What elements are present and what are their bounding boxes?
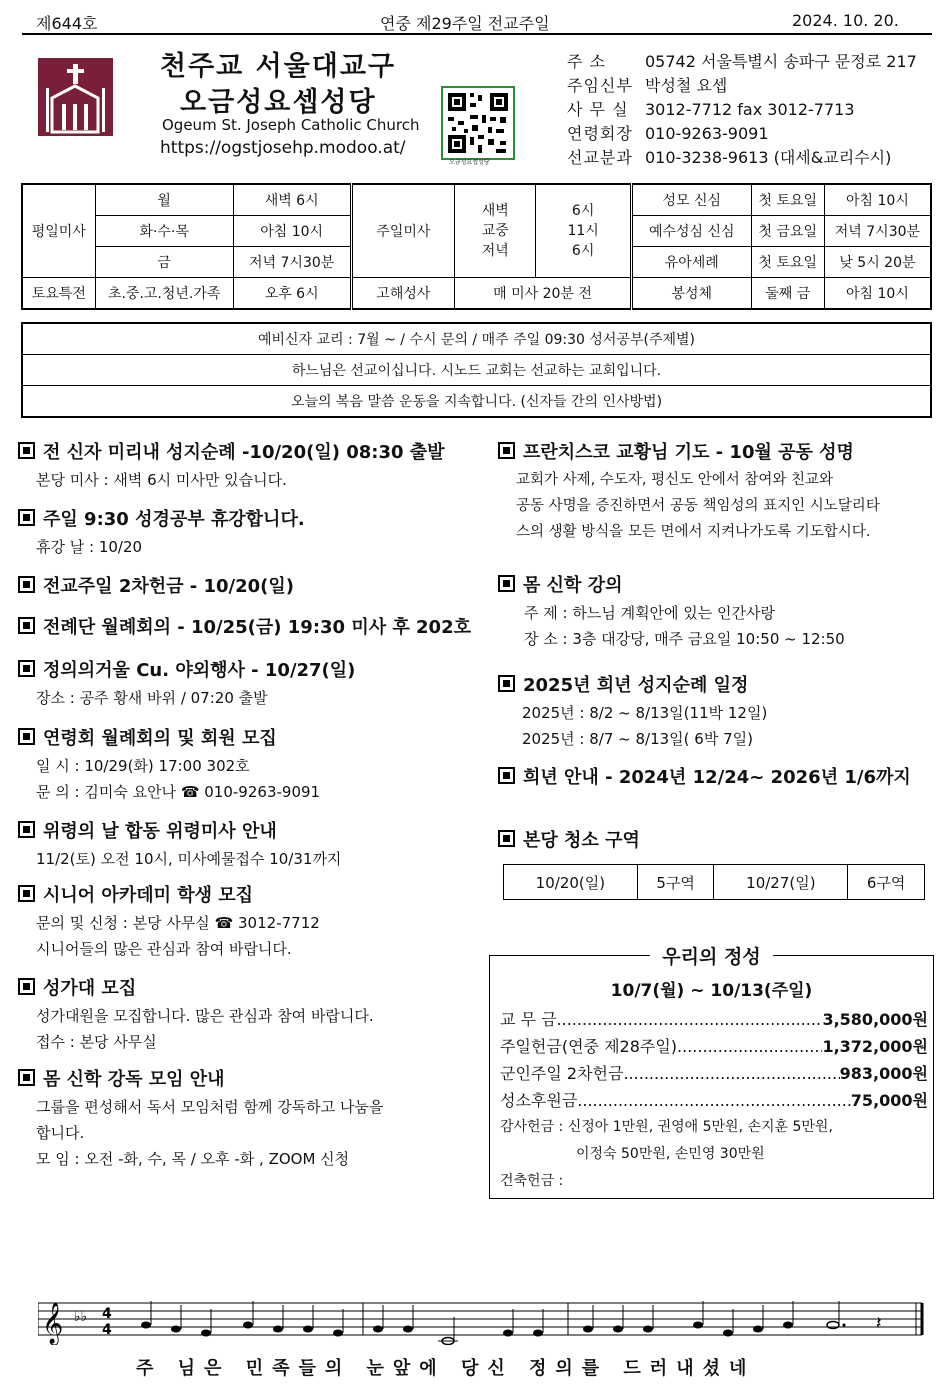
news-line: 그룹을 편성해서 독서 모임처럼 함께 강독하고 나눔을	[36, 1098, 384, 1116]
confession-label: 고해성사	[351, 278, 455, 310]
news-line: 문 의 : 김미숙 요안나 ☎ 010-9263-9091	[36, 783, 321, 801]
offering-amount: 983,000원	[839, 1064, 928, 1083]
bulletin-title: 연중 제29주일 전교주일	[380, 14, 550, 33]
news-line: 본당 미사 : 새벽 6시 미사만 있습니다.	[36, 471, 287, 489]
offering-amount: 1,372,000원	[822, 1037, 928, 1056]
square-bullet-icon	[498, 675, 515, 692]
svg-text:4: 4	[102, 1322, 112, 1338]
news-item	[498, 827, 938, 855]
sunday-mass-label: 주일미사	[351, 184, 455, 278]
building-row	[500, 1168, 928, 1195]
news-item	[18, 1066, 478, 1172]
thanks-line: 신정아 1만원, 권영애 5만원, 손지훈 5만원,	[567, 1119, 833, 1135]
sunday-mass-name: 새벽	[481, 203, 509, 219]
svg-text:4: 4	[102, 1306, 112, 1322]
news-line: 장소 : 공주 황새 바위 / 07:20 출발	[36, 689, 268, 707]
news-item	[498, 572, 938, 652]
offering-amount: 75,000원	[850, 1091, 928, 1110]
news-line: 장 소 : 3층 대강당, 매주 금요일 10:50 ~ 12:50	[524, 630, 845, 648]
header-rule	[22, 33, 932, 35]
news-item	[498, 439, 938, 545]
cleaning-date: 10/27(일)	[714, 865, 848, 900]
thanks-row	[500, 1141, 928, 1168]
special-name: 성모 신심	[631, 184, 751, 216]
svg-text:𝄽: 𝄽	[876, 1313, 882, 1334]
special-time: 낮 5시 20분	[824, 247, 931, 278]
info-value: 박성철 요셉	[645, 76, 728, 95]
square-bullet-icon	[18, 660, 35, 677]
notice-row: 하느님은 선교이십니다. 시노드 교회는 선교하는 교회입니다.	[22, 355, 931, 386]
square-bullet-icon	[498, 575, 515, 592]
square-bullet-icon	[18, 576, 35, 593]
special-when: 둘째 금	[751, 278, 824, 310]
church-name-line2: 오금성요셉성당	[180, 87, 377, 118]
news-item	[498, 672, 938, 752]
mass-day: 월	[95, 184, 233, 216]
qr-caption: 오금성요셉성당	[449, 159, 490, 166]
news-title: 연령회 월례회의 및 회원 모집	[43, 728, 277, 749]
offering-title-wrap	[490, 942, 933, 969]
news-line: 휴강 날 : 10/20	[36, 538, 143, 556]
news-title: 본당 청소 구역	[523, 830, 640, 851]
cleaning-table	[503, 864, 925, 900]
offering-row	[500, 1060, 928, 1087]
mass-day: 화·수·목	[95, 216, 233, 247]
saturday-mass-who: 초.중.고.청년.가족	[95, 278, 233, 310]
news-title: 몸 신학 강독 모임 안내	[43, 1069, 225, 1090]
news-item	[18, 818, 478, 872]
info-label: 연령회장	[567, 124, 633, 143]
cleaning-zone: 5구역	[637, 865, 714, 900]
info-value: 010-3238-9613 (대세&교리수시)	[645, 148, 892, 167]
offering-week: 10/7(월) ~ 10/13(주일)	[610, 981, 813, 1001]
offering-label: 교 무 금	[500, 1010, 557, 1029]
sunday-mass-time: 6시	[571, 203, 595, 219]
news-line: 11/2(토) 오전 10시, 미사예물접수 10/31까지	[36, 850, 342, 868]
news-item	[18, 439, 478, 493]
saturday-mass-time: 오후 6시	[233, 278, 351, 310]
thanks-label: 감사헌금 :	[500, 1119, 564, 1135]
news-title: 시니어 아카데미 학생 모집	[43, 885, 254, 906]
news-title: 위령의 날 합동 위령미사 안내	[43, 821, 277, 842]
mass-time: 새벽 6시	[233, 184, 351, 216]
church-name-line1: 천주교 서울대교구	[160, 51, 397, 82]
news-line: 2025년 : 8/2 ~ 8/13일(11박 12일)	[522, 704, 768, 722]
square-bullet-icon	[18, 885, 35, 902]
offering-box	[489, 946, 934, 1199]
news-title: 전교주일 2차헌금 - 10/20(일)	[43, 576, 295, 597]
news-title: 몸 신학 강의	[523, 575, 623, 596]
square-bullet-icon	[18, 1069, 35, 1086]
qr-code-icon[interactable]	[441, 86, 515, 160]
news-line: 접수 : 본당 사무실	[36, 1033, 157, 1051]
notice-row: 오늘의 복음 말씀 운동을 지속합니다. (신자들 간의 인사방법)	[22, 386, 931, 418]
sunday-mass-times	[536, 184, 631, 278]
church-name-english: Ogeum St. Joseph Catholic Church	[162, 116, 420, 134]
info-label: 주 소	[567, 52, 606, 71]
offering-rows	[500, 1006, 928, 1195]
sunday-mass-name: 교중	[481, 223, 509, 239]
offering-title: 우리의 정성	[650, 946, 772, 968]
special-name: 봉성체	[631, 278, 751, 310]
news-line: 문의 및 신청 : 본당 사무실 ☎ 3012-7712	[36, 914, 320, 932]
news-line: 합니다.	[36, 1124, 85, 1142]
news-item	[18, 573, 478, 601]
svg-text:𝄞: 𝄞	[42, 1303, 64, 1344]
news-title: 정의의거울 Cu. 야외행사 - 10/27(일)	[43, 660, 356, 681]
square-bullet-icon	[18, 978, 35, 995]
info-value: 3012-7712 fax 3012-7713	[645, 100, 855, 119]
building-label: 건축헌금 :	[500, 1173, 564, 1189]
sunday-mass-names	[455, 184, 536, 278]
thanks-line: 이정숙 50만원, 손민영 30만원	[576, 1146, 765, 1162]
info-value: 010-9263-9091	[645, 124, 769, 143]
special-time: 아침 10시	[824, 184, 931, 216]
cleaning-zone: 6구역	[848, 865, 925, 900]
special-when: 첫 금요일	[751, 216, 824, 247]
offering-label: 성소후원금	[500, 1091, 578, 1110]
church-website-link[interactable]: https://ogstjosehp.modoo.at/	[160, 138, 406, 158]
news-title: 프란치스코 교황님 기도 - 10월 공동 성명	[523, 442, 854, 463]
cleaning-date: 10/20(일)	[504, 865, 638, 900]
news-line: 일 시 : 10/29(화) 17:00 302호	[36, 757, 250, 775]
news-item	[18, 725, 478, 805]
news-line: 2025년 : 8/7 ~ 8/13일( 6박 7일)	[522, 730, 753, 748]
church-logo	[38, 58, 113, 136]
special-when: 첫 토요일	[751, 247, 824, 278]
offering-row	[500, 1087, 928, 1114]
confession-time: 매 미사 20분 전	[455, 278, 632, 310]
mass-time: 아침 10시	[233, 216, 351, 247]
saturday-mass-label: 토요특전	[22, 278, 95, 310]
notice-row: 예비신자 교리 : 7월 ~ / 수시 문의 / 매주 주일 09:30 성서공부(주제별)	[22, 323, 931, 355]
header-line	[22, 8, 932, 32]
sunday-mass-time: 6시	[571, 243, 595, 259]
news-line: 시니어들의 많은 관심과 참여 바랍니다.	[36, 940, 292, 958]
weekday-mass-label: 평일미사	[22, 184, 95, 278]
square-bullet-icon	[18, 442, 35, 459]
special-name: 유아세례	[631, 247, 751, 278]
news-title: 주일 9:30 성경공부 휴강합니다.	[43, 509, 305, 530]
hymn-score	[38, 1295, 924, 1345]
square-bullet-icon	[18, 617, 35, 634]
square-bullet-icon	[18, 509, 35, 526]
news-title: 전례단 월례회의 - 10/25(금) 19:30 미사 후 202호	[43, 617, 471, 638]
news-line: 주 제 : 하느님 계획안에 있는 인간사랑	[524, 604, 776, 622]
offering-label: 군인주일 2차헌금	[500, 1064, 624, 1083]
info-label: 선교분과	[567, 148, 633, 167]
special-time: 저녁 7시30분	[824, 216, 931, 247]
news-item	[18, 614, 488, 642]
svg-text:♭♭: ♭♭	[74, 1309, 88, 1325]
news-item	[18, 657, 478, 711]
news-title: 2025년 희년 성지순례 일정	[523, 675, 749, 696]
offering-amount: 3,580,000원	[822, 1010, 928, 1029]
mass-schedule-table	[21, 183, 932, 310]
news-title: 성가대 모집	[43, 978, 137, 999]
offering-label: 주일헌금(연중 제28주일)	[500, 1037, 678, 1056]
news-line: 스의 생활 방식을 모든 면에서 지켜나가도록 기도합시다.	[516, 524, 871, 540]
news-item	[18, 882, 478, 962]
church-info	[567, 50, 917, 170]
news-line: 성가대원을 모집합니다. 많은 관심과 참여 바랍니다.	[36, 1007, 374, 1025]
sunday-mass-time: 11시	[567, 223, 599, 239]
offering-row	[500, 1006, 928, 1033]
news-line: 교회가 사제, 수도자, 평신도 안에서 참여와 친교와	[516, 472, 834, 488]
square-bullet-icon	[18, 821, 35, 838]
info-value: 05742 서울특별시 송파구 문정로 217	[645, 52, 917, 71]
news-line: 공동 사명을 증진하면서 공동 책임성의 표지인 시노달리타	[516, 498, 880, 514]
issue-number: 제644호	[36, 14, 98, 33]
news-title: 전 신자 미리내 성지순례 -10/20(일) 08:30 출발	[43, 442, 445, 463]
news-line: 모 임 : 오전 -화, 수, 목 / 오후 -화 , ZOOM 신청	[36, 1150, 350, 1168]
square-bullet-icon	[498, 442, 515, 459]
square-bullet-icon	[18, 728, 35, 745]
thanks-row	[500, 1114, 928, 1141]
sunday-mass-name: 저녁	[481, 243, 509, 259]
info-label: 주임신부	[567, 76, 633, 95]
square-bullet-icon	[498, 830, 515, 847]
info-label: 사 무 실	[567, 100, 629, 119]
notice-table	[21, 322, 932, 418]
special-when: 첫 토요일	[751, 184, 824, 216]
square-bullet-icon	[498, 767, 515, 784]
special-time: 아침 10시	[824, 278, 931, 310]
news-item	[18, 506, 478, 560]
news-item	[18, 975, 478, 1055]
news-title: 희년 안내 - 2024년 12/24~ 2026년 1/6까지	[523, 767, 911, 788]
mass-time: 저녁 7시30분	[233, 247, 351, 278]
news-item	[498, 764, 938, 792]
mass-day: 금	[95, 247, 233, 278]
offering-row	[500, 1033, 928, 1060]
special-name: 예수성심 신심	[631, 216, 751, 247]
hymn-lyrics: 주 님은 민족들의 눈앞에 당신 정의를 드러내셨네	[136, 1358, 756, 1379]
bulletin-date: 2024. 10. 20.	[792, 11, 899, 30]
